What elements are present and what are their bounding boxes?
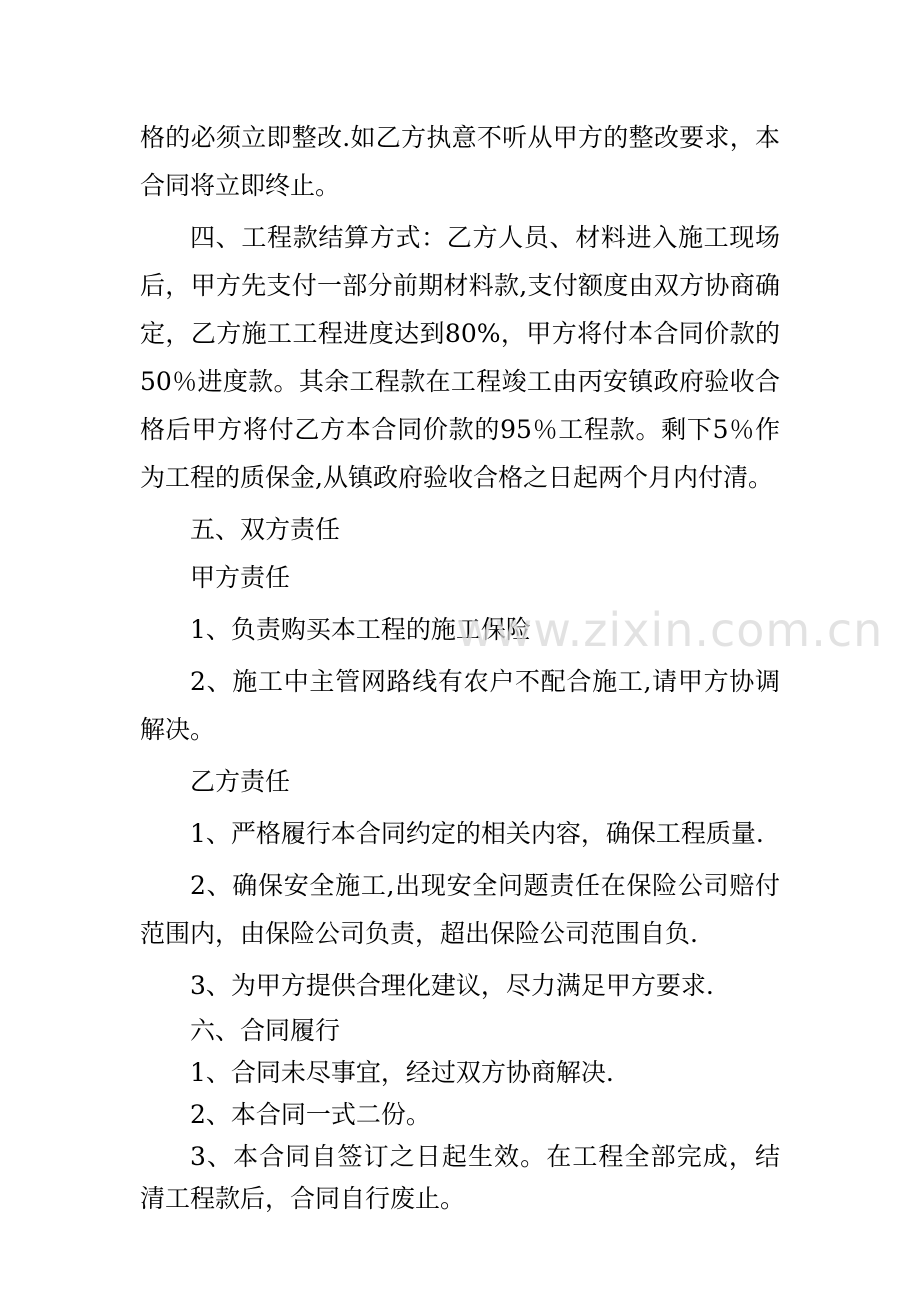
- performance-item-3: 3、本合同自签订之日起生效。在工程全部完成，结清工程款后，合同自行废止。: [140, 1142, 780, 1213]
- subheading-party-a: 甲方责任: [190, 563, 291, 592]
- paragraph-payment-terms: 四、工程款结算方式：乙方人员、材料进入施工现场后，甲方先支付一部分前期材料款,支付额度由双方协商确定，乙方施工工程进度达到80%，甲方将付本合同价款的50％进度款。其余工程款在工程竣工由丙安镇政府验收合格后甲方将付乙方本合同价款的95％工程款。剩下5％作为工程的质保金,从镇政府验收合格之日起两个月内付清。: [140, 223, 780, 492]
- party-b-item-1: 1、严格履行本合同约定的相关内容，确保工程质量.: [190, 819, 764, 848]
- party-a-item-1: 1、负责购买本工程的施工保险: [190, 615, 531, 644]
- watermark-text: www.zixin.com.cn: [456, 603, 884, 657]
- performance-item-1: 1、合同未尽事宜，经过双方协商解决.: [190, 1058, 614, 1087]
- performance-item-2: 2、本合同一式二份。: [190, 1100, 431, 1129]
- party-b-item-3: 3、为甲方提供合理化建议，尽力满足甲方要求.: [190, 971, 714, 1000]
- section-heading-responsibilities: 五、双方责任: [190, 515, 341, 544]
- section-heading-performance: 六、合同履行: [190, 1016, 341, 1045]
- document-body: [140, 114, 780, 1220]
- paragraph-rectification: 格的必须立即整改.如乙方执意不听从甲方的整改要求，本合同将立即终止。: [140, 123, 780, 200]
- subheading-party-b: 乙方责任: [190, 767, 291, 796]
- party-b-item-2: 2、确保安全施工,出现安全问题责任在保险公司赔付范围内，由保险公司负责，超出保险公司范围自负.: [140, 871, 780, 948]
- party-a-item-2: 2、施工中主管网路线有农户不配合施工,请甲方协调解决。: [140, 667, 780, 744]
